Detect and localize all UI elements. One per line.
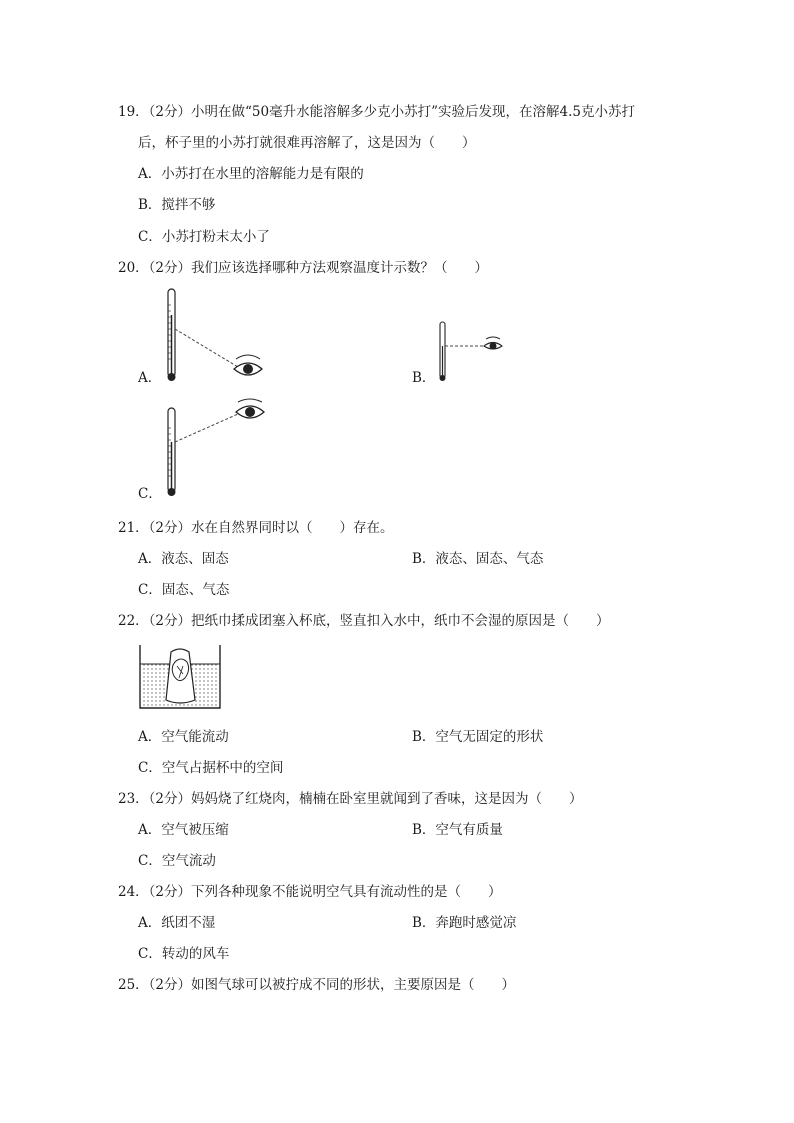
q19-option-c: C．小苏打粉末太小了 — [138, 229, 270, 245]
thermometer-eye-figure-a — [150, 285, 270, 385]
thermometer-eye-figure-c — [150, 398, 270, 498]
q20-stem: 20．（2分）我们应该选择哪种方法观察温度计示数？（ ） — [118, 260, 489, 276]
q24-option-b: B．奔跑时感觉凉 — [412, 915, 517, 931]
q21-option-c: C．固态、气态 — [138, 582, 230, 598]
thermometer-eye-figure-b — [432, 318, 512, 384]
q23-option-b: B．空气有质量 — [412, 822, 503, 838]
q24-stem: 24．（2分）下列各种现象不能说明空气具有流动性的是（ ） — [118, 884, 502, 900]
q21-option-b: B．液态、固态、气态 — [412, 551, 544, 567]
q19-option-b: B．搅拌不够 — [138, 197, 216, 213]
q20-option-b: B． — [412, 370, 436, 386]
q22-stem: 22．（2分）把纸巾揉成团塞入杯底，竖直扣入水中，纸巾不会湿的原因是（ ） — [118, 613, 610, 629]
q19-option-a: A．小苏打在水里的溶解能力是有限的 — [138, 166, 364, 182]
q20-option-a: A． — [138, 370, 162, 386]
q24-option-c: C．转动的风车 — [138, 946, 230, 962]
q22-option-c: C．空气占据杯中的空间 — [138, 760, 284, 776]
q23-option-c: C．空气流动 — [138, 853, 216, 869]
q23-option-a: A．空气被压缩 — [138, 822, 229, 838]
cup-in-water-figure — [139, 644, 221, 710]
q19-stem-line1: 19．（2分）小明在做“50毫升水能溶解多少克小苏打”实验后发现，在溶解4.5克小苏打 — [118, 104, 635, 120]
q25-stem: 25．（2分）如图气球可以被拧成不同的形状，主要原因是（ ） — [118, 977, 516, 993]
q22-option-b: B．空气无固定的形状 — [412, 729, 544, 745]
q19-stem-line2: 后，杯子里的小苏打就很难再溶解了，这是因为（ ） — [138, 135, 476, 151]
q24-option-a: A．纸团不湿 — [138, 915, 216, 931]
q20-option-c: C． — [138, 486, 162, 502]
q21-stem: 21．（2分）水在自然界同时以（ ）存在。 — [118, 520, 394, 536]
q21-option-a: A．液态、固态 — [138, 551, 229, 567]
q23-stem: 23．（2分）妈妈烧了红烧肉，楠楠在卧室里就闻到了香味，这是因为（ ） — [118, 791, 583, 807]
q22-option-a: A．空气能流动 — [138, 729, 229, 745]
